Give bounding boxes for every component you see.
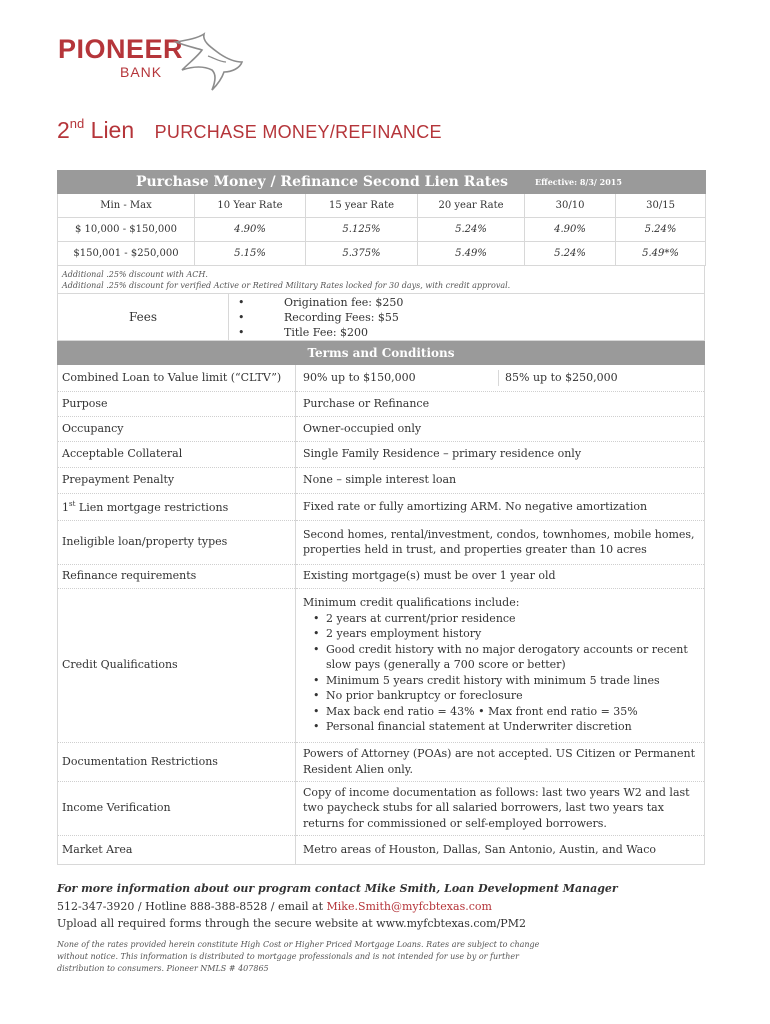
- terms-table: [57, 365, 705, 865]
- income-value: Copy of income documentation as follows: last two years W2 and last two paycheck stubs for all salaried borrowers, last two years tax returns for commissioned or self-employed borrowers.: [296, 781, 705, 835]
- refinance-value: Existing mortgage(s) must be over 1 year old: [296, 564, 705, 588]
- bank-logo: [58, 36, 183, 80]
- purpose-label: Purpose: [58, 391, 296, 416]
- lien-number: 2: [57, 117, 70, 143]
- collateral-label: Acceptable Collateral: [58, 441, 296, 467]
- terms-row: [58, 835, 705, 864]
- rate-sheet: [57, 170, 705, 865]
- refinance-label: Refinance requirements: [58, 564, 296, 588]
- terms-row: [58, 520, 705, 564]
- terms-row: [58, 493, 705, 520]
- credit-value: [296, 588, 705, 742]
- terms-row: [58, 564, 705, 588]
- credit-item: • 2 years at current/prior residence: [303, 611, 700, 627]
- rate-cell: 5.375%: [306, 242, 418, 266]
- occupancy-value: Owner-occupied only: [296, 416, 705, 441]
- terms-row: [58, 588, 705, 742]
- credit-item: • Max back end ratio = 43% • Max front end ratio = 35%: [303, 704, 700, 720]
- market-value: Metro areas of Houston, Dallas, San Antonio, Austin, and Waco: [296, 835, 705, 864]
- first-lien-label: [58, 493, 296, 520]
- terms-row: [58, 742, 705, 781]
- rate-cell: 5.15%: [195, 242, 306, 266]
- credit-label: Credit Qualifications: [58, 588, 296, 742]
- credit-item: • Minimum 5 years credit history with minimum 5 trade lines: [303, 673, 700, 689]
- fees-label: Fees: [58, 294, 229, 340]
- logo-subtitle: BANK: [120, 64, 163, 80]
- rates-title-cell: [58, 171, 525, 194]
- first-lien-text: Lien mortgage restrictions: [75, 501, 229, 515]
- fees-list: [229, 294, 403, 340]
- rate-cell: 5.24%: [616, 218, 706, 242]
- credit-list: [303, 611, 700, 735]
- credit-item: • No prior bankruptcy or foreclosure: [303, 688, 700, 704]
- prepayment-value: None – simple interest loan: [296, 467, 705, 493]
- lien-label: [57, 117, 134, 143]
- column-header: 10 Year Rate: [195, 194, 306, 218]
- lien-ordinal: nd: [69, 116, 85, 131]
- cltv-value-2: 85% up to $250,000: [498, 370, 700, 386]
- cltv-label: Combined Loan to Value limit (“CLTV”): [58, 365, 296, 391]
- rate-cell: $ 10,000 - $150,000: [58, 218, 195, 242]
- documentation-value: Powers of Attorney (POAs) are not accepted. US Citizen or Permanent Resident Alien only.: [296, 742, 705, 781]
- prepayment-label: Prepayment Penalty: [58, 467, 296, 493]
- terms-row: [58, 441, 705, 467]
- column-header: 20 year Rate: [418, 194, 525, 218]
- horse-head-icon: [168, 32, 248, 94]
- rate-cell: 5.125%: [306, 218, 418, 242]
- fee-item: • Recording Fees: $55: [229, 310, 403, 325]
- ineligible-value: Second homes, rental/investment, condos, townhomes, mobile homes, properties held in trust, and properties greater than 10 acres: [296, 520, 705, 564]
- fees-section: [57, 293, 705, 341]
- column-header: 30/10: [525, 194, 616, 218]
- credit-item: • Personal financial statement at Underwriter discretion: [303, 719, 700, 735]
- disclaimer: None of the rates provided herein constitute High Cost or Higher Priced Mortgage Loans. Rates are subject to change without notice. This information is distributed to mortgage professionals and is not intended for use by or further distribution to consumers. Pioneer NMLS # 407865: [57, 940, 540, 973]
- collateral-value: Single Family Residence – primary residence only: [296, 441, 705, 467]
- rate-cell: 5.49*%: [616, 242, 706, 266]
- terms-row: [58, 781, 705, 835]
- rate-cell: 5.24%: [418, 218, 525, 242]
- first-lien-ordinal: st: [69, 500, 76, 509]
- rate-notes: [57, 266, 705, 293]
- email-link[interactable]: Mike.Smith@myfcbtexas.com: [326, 900, 492, 913]
- purpose-value: Purchase or Refinance: [296, 391, 705, 416]
- column-header: 15 year Rate: [306, 194, 418, 218]
- rate-cell: 4.90%: [525, 218, 616, 242]
- first-lien-value: Fixed rate or fully amortizing ARM. No negative amortization: [296, 493, 705, 520]
- credit-item: • 2 years employment history: [303, 626, 700, 642]
- ineligible-label: Ineligible loan/property types: [58, 520, 296, 564]
- rate-row: [58, 242, 706, 266]
- contact-line: For more information about our program contact Mike Smith, Loan Development Manager: [57, 882, 618, 895]
- phone-numbers: 512-347-3920 / Hotline 888-388-8528 / email at: [57, 900, 327, 913]
- ach-discount-note: Additional .25% discount with ACH.: [62, 270, 208, 279]
- rate-cell: 5.24%: [525, 242, 616, 266]
- terms-row: [58, 391, 705, 416]
- credit-intro: Minimum credit qualifications include:: [303, 596, 520, 610]
- lien-word: Lien: [90, 117, 135, 143]
- column-header: 30/15: [616, 194, 706, 218]
- terms-row: [58, 467, 705, 493]
- rate-cell: $150,001 - $250,000: [58, 242, 195, 266]
- military-discount-note: Additional .25% discount for verified Active or Retired Military Rates locked for 30 days, with credit approval.: [62, 281, 511, 290]
- terms-row: [58, 416, 705, 441]
- rates-title: Purchase Money / Refinance Second Lien Rates: [136, 174, 509, 190]
- rate-table: [57, 170, 706, 266]
- terms-row: [58, 365, 705, 391]
- effective-date: Effective: 8/3/ 2015: [535, 176, 622, 187]
- cltv-value-1: 90% up to $150,000: [303, 371, 416, 384]
- market-label: Market Area: [58, 835, 296, 864]
- cltv-value: [296, 365, 705, 391]
- rate-row: [58, 218, 706, 242]
- phone-email-line: [57, 900, 707, 913]
- column-header: Min - Max: [58, 194, 195, 218]
- occupancy-label: Occupancy: [58, 416, 296, 441]
- terms-title: Terms and Conditions: [57, 341, 705, 365]
- page-title: [57, 116, 442, 144]
- rate-header-row: [58, 194, 706, 218]
- first-lien-number: 1: [62, 501, 69, 515]
- documentation-label: Documentation Restrictions: [58, 742, 296, 781]
- rate-cell: 4.90%: [195, 218, 306, 242]
- logo-wordmark: PIONEER: [58, 34, 184, 64]
- fee-item: • Origination fee: $250: [229, 295, 403, 310]
- credit-item: • Good credit history with no major derogatory accounts or recent slow pays (generally a 700 score or better): [303, 642, 700, 673]
- effective-date-cell: [525, 171, 706, 194]
- program-title: PURCHASE MONEY/REFINANCE: [154, 122, 442, 142]
- fee-item: • Title Fee: $200: [229, 325, 403, 340]
- income-label: Income Verification: [58, 781, 296, 835]
- footer: [57, 882, 707, 975]
- upload-line: Upload all required forms through the secure website at www.myfcbtexas.com/PM2: [57, 917, 526, 930]
- rate-cell: 5.49%: [418, 242, 525, 266]
